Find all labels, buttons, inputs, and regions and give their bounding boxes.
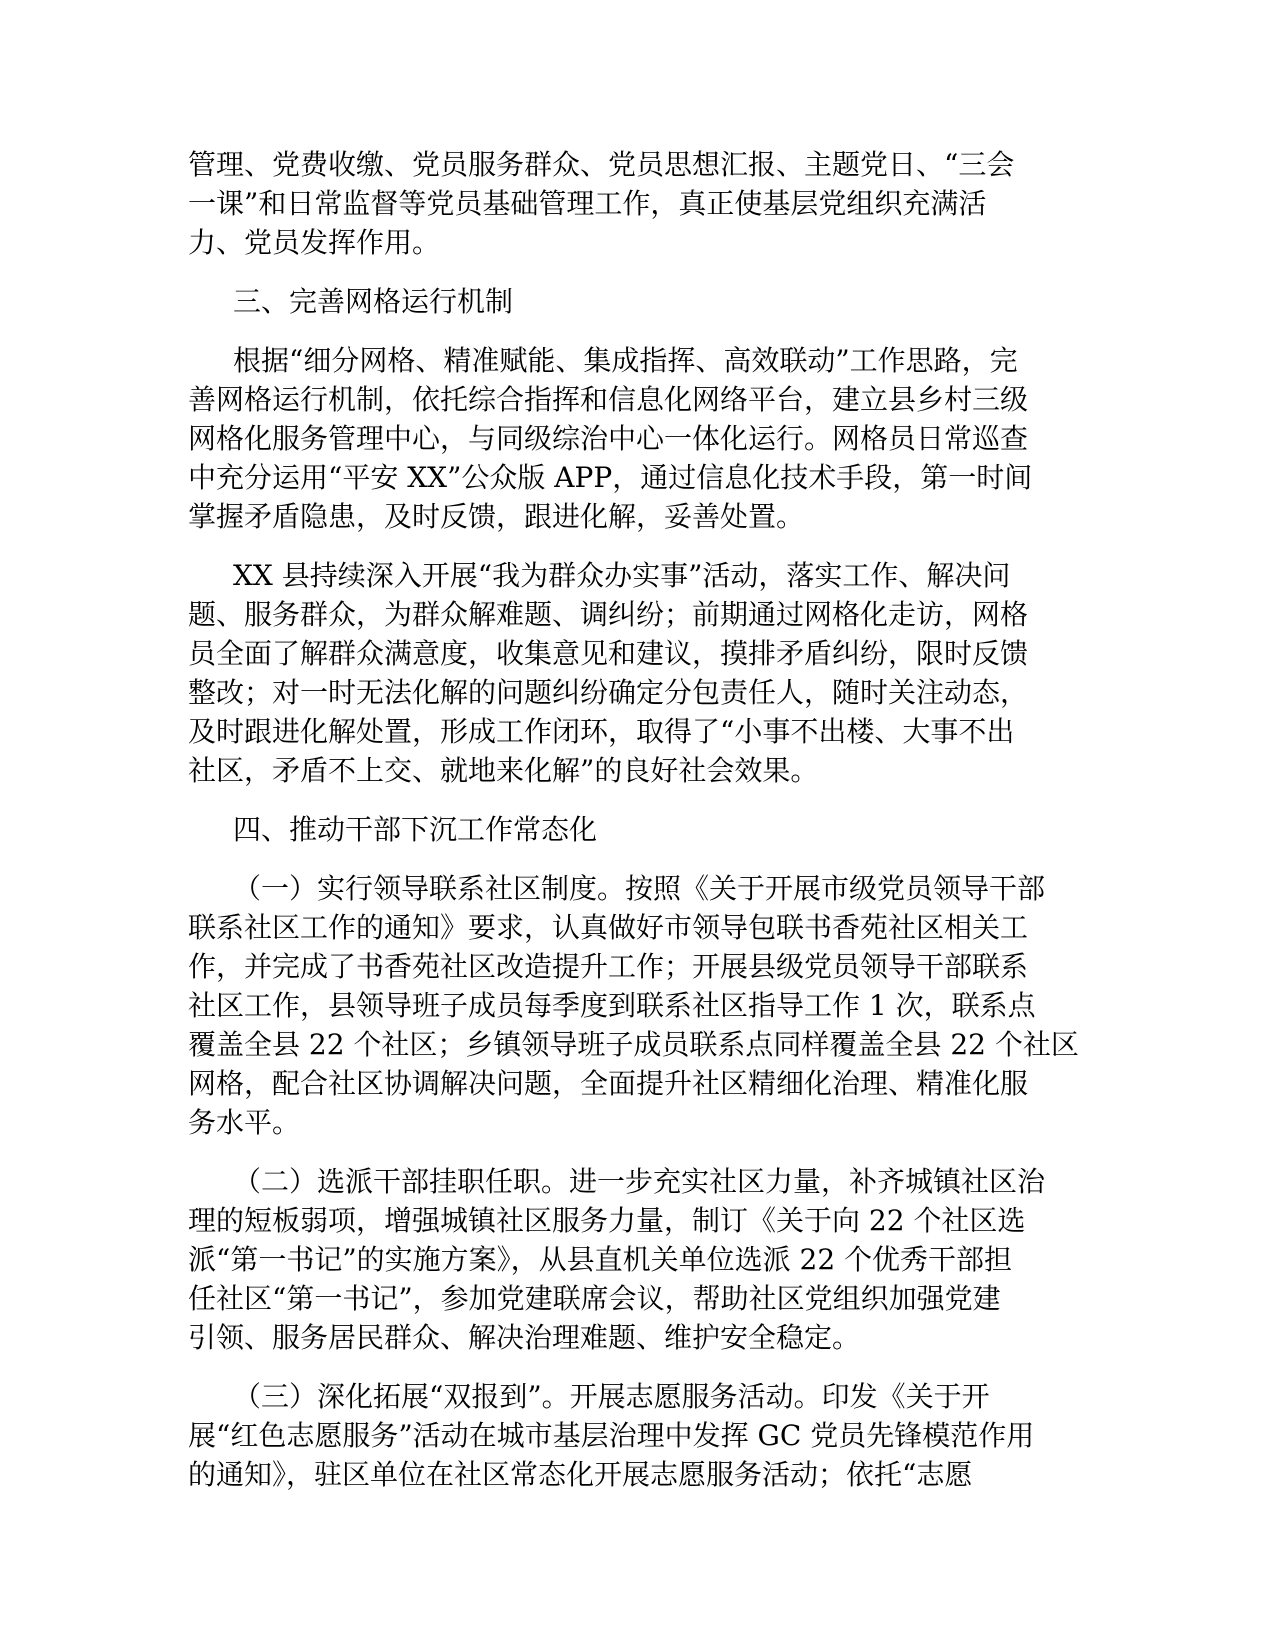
text-line: 作，并完成了书香苑社区改造提升工作；开展县级党员领导干部联系 <box>188 950 1029 983</box>
text-line: （一）实行领导联系社区制度。按照《关于开展市级党员领导干部 <box>233 872 1046 905</box>
text-line: 的通知》，驻区单位在社区常态化开展志愿服务活动；依托“志愿 <box>188 1458 973 1491</box>
text-line: （二）选派干部挂职任职。进一步充实社区力量，补齐城镇社区治 <box>233 1165 1046 1198</box>
text-line: 理的短板弱项，增强城镇社区服务力量，制订《关于向 22 个社区选 <box>188 1204 1026 1237</box>
text-line: 掌握矛盾隐患，及时反馈，跟进化解，妥善处置。 <box>188 500 805 533</box>
text-line: 三、完善网格运行机制 <box>233 285 514 318</box>
text-line: 题、服务群众，为群众解难题、调纠纷；前期通过网格化走访，网格 <box>188 598 1029 631</box>
paragraph <box>188 341 1088 536</box>
text-line: （三）深化拓展“双报到”。开展志愿服务活动。印发《关于开 <box>233 1380 990 1413</box>
text-line: 根据“细分网格、精准赋能、集成指挥、高效联动”工作思路，完 <box>233 344 1018 377</box>
text-line: 展“红色志愿服务”活动在城市基层治理中发挥 GC 党员先锋模范作用 <box>188 1419 1035 1452</box>
text-line: 社区，矛盾不上交、就地来化解”的良好社会效果。 <box>188 754 819 787</box>
text-line: 整改；对一时无法化解的问题纠纷确定分包责任人，随时关注动态， <box>188 676 1029 709</box>
text-line: 力、党员发挥作用。 <box>188 226 441 259</box>
text-line: 务水平。 <box>188 1106 301 1139</box>
text-line: 联系社区工作的通知》要求，认真做好市领导包联书香苑社区相关工 <box>188 911 1029 944</box>
paragraph <box>188 869 1088 1142</box>
paragraph <box>188 556 1088 790</box>
section-heading <box>188 282 1088 321</box>
paragraph <box>188 1377 1088 1494</box>
text-line: 任社区“第一书记”，参加党建联席会议，帮助社区党组织加强党建 <box>188 1282 1001 1315</box>
text-line: 社区工作，县领导班子成员每季度到联系社区指导工作 1 次，联系点 <box>188 989 1036 1022</box>
section-heading <box>188 810 1088 849</box>
text-line: 引领、服务居民群众、解决治理难题、维护安全稳定。 <box>188 1321 861 1354</box>
text-line: 派“第一书记”的实施方案》，从县直机关单位选派 22 个优秀干部担 <box>188 1243 1013 1276</box>
paragraph <box>188 145 1088 262</box>
text-line: 四、推动干部下沉工作常态化 <box>233 813 598 846</box>
text-line: 网格，配合社区协调解决问题，全面提升社区精细化治理、精准化服 <box>188 1067 1029 1100</box>
text-line: 一课”和日常监督等党员基础管理工作，真正使基层党组织充满活 <box>188 187 987 220</box>
text-line: 覆盖全县 22 个社区；乡镇领导班子成员联系点同样覆盖全县 22 个社区 <box>188 1028 1079 1061</box>
text-line: 及时跟进化解处置，形成工作闭环，取得了“小事不出楼、大事不出 <box>188 715 1015 748</box>
document-body <box>188 145 1088 1514</box>
text-line: 善网格运行机制，依托综合指挥和信息化网络平台，建立县乡村三级 <box>188 383 1029 416</box>
text-line: 员全面了解群众满意度，收集意见和建议，摸排矛盾纠纷，限时反馈 <box>188 637 1029 670</box>
paragraph <box>188 1162 1088 1357</box>
text-line: XX 县持续深入开展“我为群众办实事”活动，落实工作、解决问 <box>233 559 1011 592</box>
text-line: 网格化服务管理中心，与同级综治中心一体化运行。网格员日常巡查 <box>188 422 1029 455</box>
text-line: 中充分运用“平安 XX”公众版 APP，通过信息化技术手段，第一时间 <box>188 461 1033 494</box>
text-line: 管理、党费收缴、党员服务群众、党员思想汇报、主题党日、“三会 <box>188 148 1015 181</box>
